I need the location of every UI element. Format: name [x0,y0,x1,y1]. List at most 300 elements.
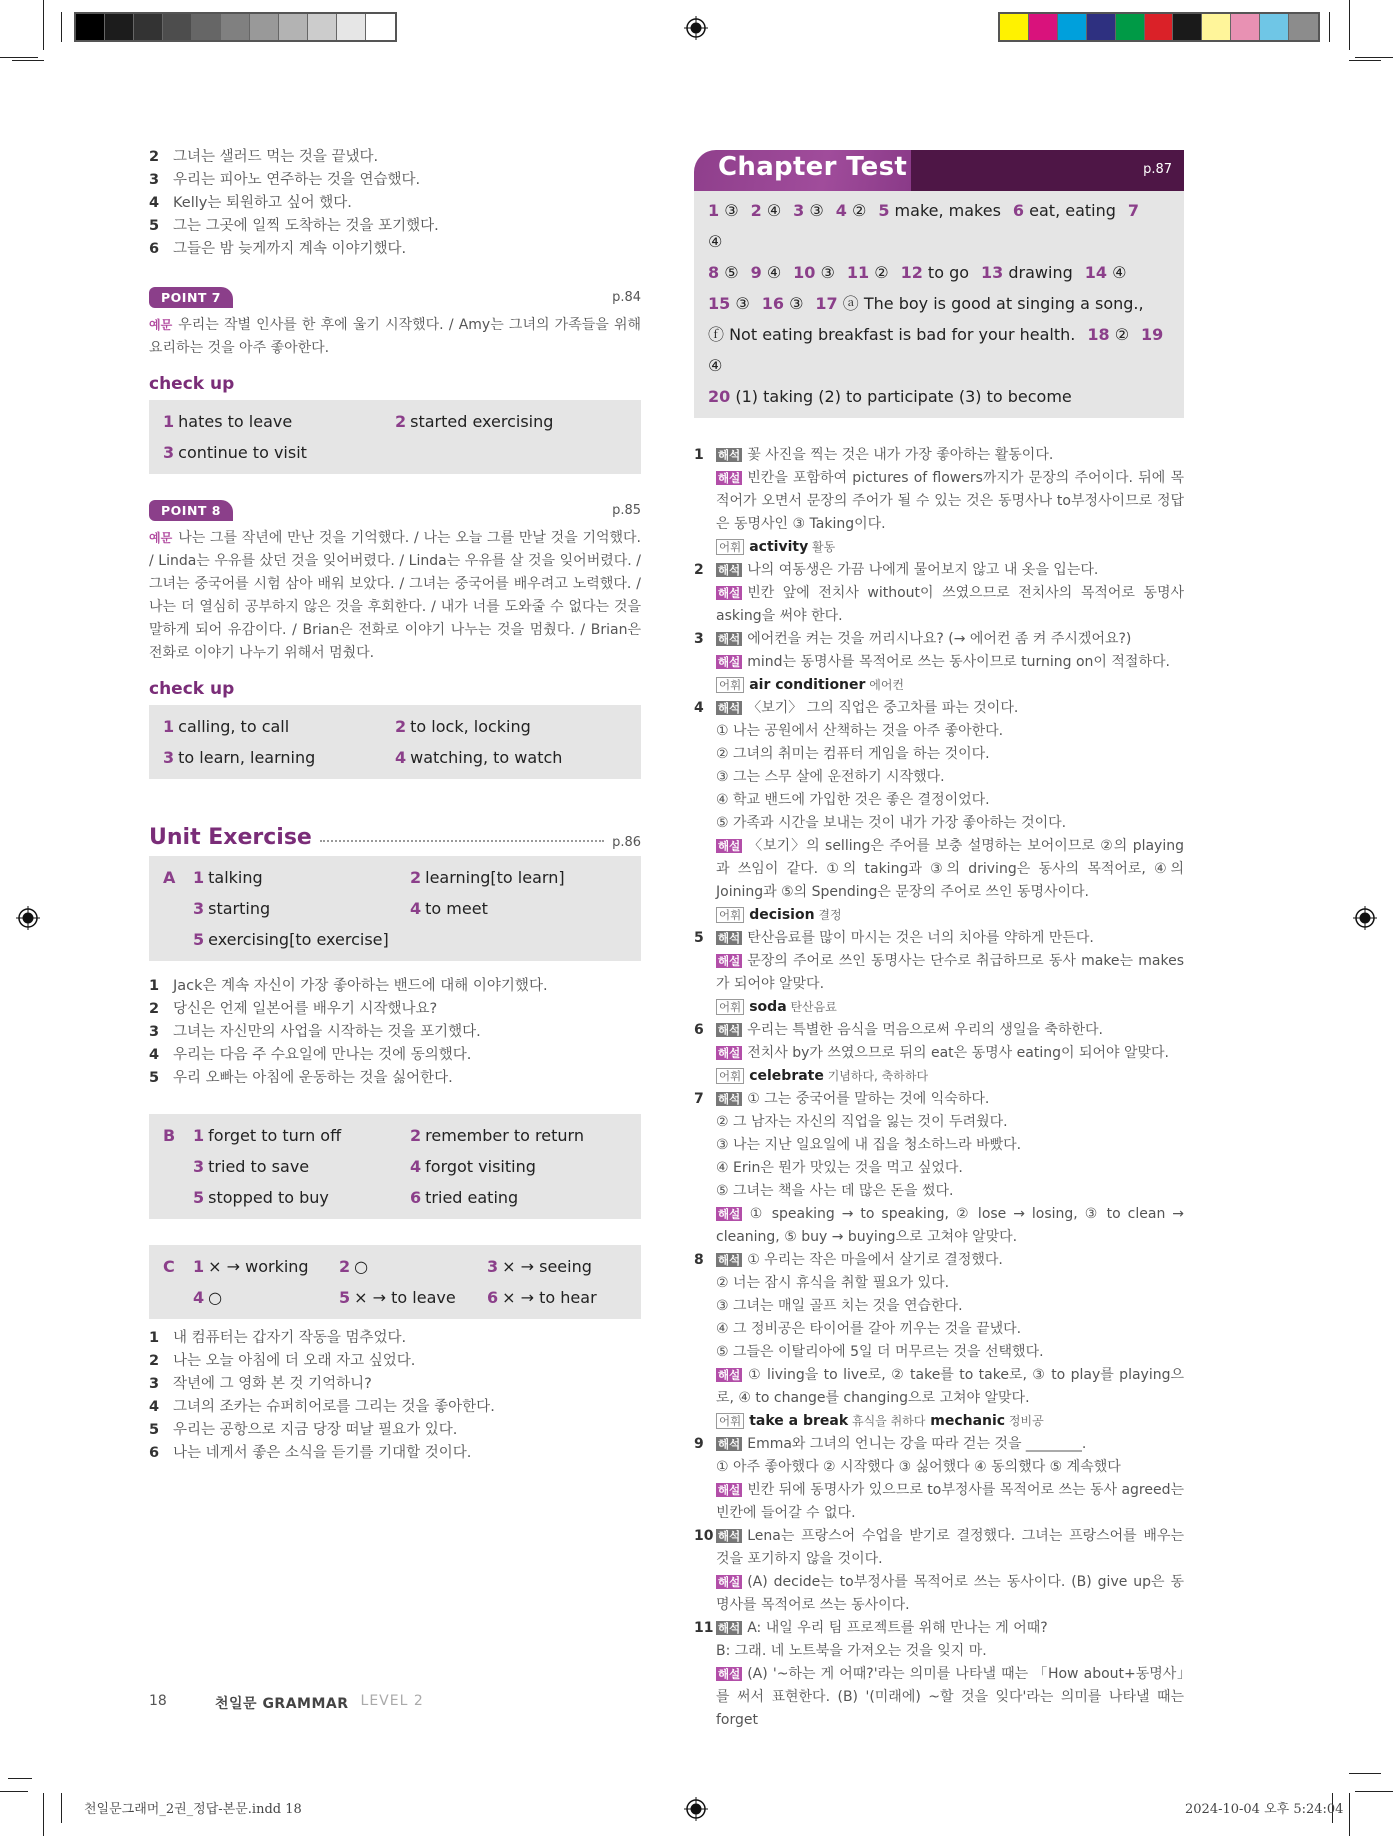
explanation-line [716,582,1184,628]
explanation-line [716,1433,1184,1456]
explanation-line [716,1180,1184,1203]
explanation-line [716,697,1184,720]
color-swatch [1231,14,1260,40]
answer-text: exercising[to exercise] [208,930,389,949]
vocab-meaning: 휴식을 취하다 [848,1414,926,1428]
translation-label: 해석 [718,1253,741,1267]
answer-number: 2 [339,1257,351,1276]
answer-number: 14 [1084,263,1108,282]
line-text: 빈칸을 포함하여 pictures of flowers까지가 문장의 주어이다. 뒤에 목적어가 오면서 문장의 주어가 될 수 있는 것은 동명사나 to부정사이므로 정답은 동명사인 ③ Taking이다. [716,470,1184,532]
explanation-line [716,444,1184,467]
line-text: ④ 그 정비공은 타이어를 갈아 끼우는 것을 끝냈다. [716,1321,1022,1337]
list-item [149,975,641,998]
answer-text: ④ [708,356,723,375]
gray-calibration-bar [74,12,397,42]
answer-row [163,742,627,773]
item-number: 3 [149,172,160,188]
answer-text: ⓐ The boy is good at singing a song., [842,294,1144,313]
answer-text: ③ [724,201,739,220]
explanation-line [716,789,1184,812]
vocab-word: decision [749,907,815,923]
explanation-line [716,1525,1184,1571]
answer-item [901,263,969,282]
answer-number: 3 [793,201,805,220]
answer-cell [193,862,410,893]
answer-cell [163,711,395,742]
line-text: ④ Erin은 뭔가 맛있는 것을 먹고 싶었다. [716,1160,963,1176]
item-number: 5 [149,1070,160,1086]
crop-mark [1349,0,1350,50]
registration-mark-icon [684,1797,708,1821]
example-tag: 예문 [149,531,173,545]
item-text: Jack은 계속 자신이 가장 좋아하는 밴드에 대해 이야기했다. [173,978,548,994]
item-text: 당신은 언제 일본어를 배우기 시작했나요? [173,1001,438,1017]
explanation-line [716,1571,1184,1617]
question-number: 11 [694,1620,714,1636]
checkup-title: check up [149,679,235,699]
section-letter [163,1282,193,1313]
item-number: 1 [149,978,160,994]
point7-badge: POINT 7 [149,287,233,308]
explanation-line [716,904,1184,927]
line-text: ① 우리는 작은 마을에서 살기로 결정했다. [747,1252,1003,1268]
explanation-line [716,1479,1184,1525]
answer-number: 5 [878,201,890,220]
answer-text: to go [927,263,970,282]
answer-text: ⓕ Not eating breakfast is bad for your health. [708,325,1076,344]
answer-cell [395,406,627,437]
item-number: 1 [149,1330,160,1346]
explanation-lines [716,1617,1184,1732]
explanation-line [716,835,1184,904]
item-text: 우리는 피아노 연주하는 것을 연습했다. [173,172,421,188]
answer-number: 15 [708,294,731,313]
translation-label: 해석 [718,1529,741,1543]
answer-cell [339,1282,487,1313]
item-text: 우리는 공항으로 지금 당장 떠날 필요가 있다. [173,1422,458,1438]
explanation-line [716,674,1184,697]
answer-row [163,924,627,955]
answer-text: stopped to buy [208,1188,329,1207]
exercise-a-translations [149,975,641,1090]
answer-cell [163,742,395,773]
page-number: 18 [149,1693,167,1709]
crop-mark [1349,1793,1350,1836]
page-reference: p.85 [612,503,641,518]
explanation-label: 해설 [718,1207,741,1221]
color-swatch [76,14,105,40]
item-number: 3 [149,1024,160,1040]
line-text: ② 너는 잠시 휴식을 취할 필요가 있다. [716,1275,950,1291]
translation-label: 해석 [718,701,741,715]
explanation-item [694,1525,1184,1617]
answer-number: 4 [395,748,407,767]
explanation-line [716,536,1184,559]
answer-text: tried to save [208,1157,310,1176]
registration-mark-icon [16,906,40,930]
list-item [149,1442,641,1465]
explanation-label: 해설 [718,1046,741,1060]
question-number: 2 [694,562,704,578]
answer-text: tried eating [425,1188,519,1207]
example-sentence: 예문 나는 그를 작년에 만난 것을 기억했다. / 나는 오늘 그를 만날 것을 기억했다. / Linda는 우유를 샀던 것을 잊어버렸다. / Linda는 우유를 살 것을 잊어버렸다. / 그녀는 중국어를 시험 삼아 배워 보았다. / 그녀는 중국어를 배우려고 노력했다. / 나는 더 열심히 공부하지 않은 것을 후회한다. / 내가 너를 도와줄 수 없다는 것을 말하게 되어 유감이다. / Brian은 전화로 이야기 나누는 것을 멈췄다. / Brian은 전화로 이야기 나누기 위해서 멈췄다. [149,530,641,661]
answer-cell [487,1282,627,1313]
book-brand: 천일문 GRAMMAR [215,1696,349,1712]
answer-number: 1 [708,201,720,220]
answer-item [793,263,835,282]
answer-text: ④ [766,263,782,282]
explanation-item [694,927,1184,1019]
answer-number: 3 [193,899,205,918]
item-number: 5 [149,218,160,234]
example-sentence: 예문 우리는 작별 인사를 한 후에 울기 시작했다. / Amy는 그녀의 가족들을 위해 요리하는 것을 아주 좋아한다. [149,317,641,356]
explanation-line [716,996,1184,1019]
explanation-lines [716,559,1184,628]
slug-filename: 천일문그래머_2권_정답-본문.indd 18 [84,1802,302,1817]
color-swatch [308,14,337,40]
line-text: 탄산음료를 많이 마시는 것은 너의 치아를 약하게 만든다. [747,930,1094,946]
explanation-line [716,950,1184,996]
answer-number: 1 [163,717,175,736]
checkup-answer-box [149,400,641,474]
vocab-meaning: 에어컨 [865,678,905,692]
translation-label: 해석 [718,448,741,462]
answer-item [708,201,739,220]
answer-number: 2 [395,717,407,736]
unit-exercise-header [149,825,641,850]
answer-item [762,294,804,313]
answer-text: watching, to watch [410,748,563,767]
answer-text: ③ [735,294,750,313]
color-swatch [221,14,250,40]
line-text: Lena는 프랑스어 수업을 받기로 결정했다. 그녀는 프랑스어를 배우는 것을 포기하지 않을 것이다. [716,1528,1184,1567]
page-reference: p.87 [911,150,1184,191]
color-swatch [279,14,308,40]
crop-mark [1329,12,1330,42]
color-swatch [1260,14,1289,40]
item-number: 6 [149,1445,160,1461]
item-number: 4 [149,1399,160,1415]
explanation-line [716,559,1184,582]
item-text: 작년에 그 영화 본 것 기억하니? [173,1376,372,1392]
answer-number: 11 [846,263,870,282]
section-letter: A [163,868,176,887]
explanation-item [694,444,1184,559]
vocab-meaning: 탄산음료 [786,1000,837,1014]
explanation-label: 해설 [718,1368,741,1382]
registration-mark-icon [1353,906,1377,930]
line-text: 전치사 by가 쓰였으므로 뒤의 eat은 동명사 eating이 되어야 알맞다. [747,1045,1169,1061]
list-item [149,169,641,192]
answer-row [163,1182,627,1213]
answer-cell [410,893,627,924]
explanations-list [694,444,1184,1732]
line-text: ① speaking → to speaking, ② lose → losing, ③ to clean → cleaning, ⑤ buy → buying으로 고쳐야 알맞다. [716,1206,1184,1245]
answer-number: 16 [761,294,784,313]
translation-label: 해석 [718,1023,741,1037]
explanation-line [716,720,1184,743]
color-swatch [134,14,163,40]
crop-mark [43,0,44,50]
answer-text: × → working [208,1257,309,1276]
explanation-line [716,927,1184,950]
answer-row [163,1120,627,1151]
vocab-label: 어휘 [716,999,744,1015]
answer-cell [193,1120,410,1151]
translation-label: 해석 [718,1437,741,1451]
crop-mark [61,12,62,42]
explanation-label: 해설 [718,655,741,669]
translation-label: 해석 [718,632,741,646]
line-text: ① living을 to live로, ② take를 to take로, ③ to play를 playing으로, ④ to change를 changing으로 고쳐야 알맞다. [716,1367,1184,1406]
answer-text: started exercising [410,412,554,431]
checkup-title: check up [149,374,235,394]
answer-row [163,893,627,924]
item-text: 그녀는 샐러드 먹는 것을 끝냈다. [173,149,379,165]
answer-item [836,201,867,220]
answer-item [1013,201,1116,220]
color-swatch [1202,14,1231,40]
item-number: 6 [149,241,160,257]
vocab-meaning: 정비공 [1005,1414,1044,1428]
line-text: 꽃 사진을 찍는 것은 내가 가장 좋아하는 활동이다. [747,447,1054,463]
crop-mark [1355,57,1393,58]
list-item [149,1044,641,1067]
answer-text: ② [874,263,889,282]
answer-number: 1 [193,1126,205,1145]
example-tag: 예문 [149,318,173,332]
answer-cell [395,711,627,742]
explanation-label: 해설 [718,1667,741,1681]
answer-number: 10 [793,263,816,282]
line-text: 〈보기〉 그의 직업은 중고차를 파는 것이다. [747,700,1019,716]
item-text: 그는 그곳에 일찍 도착하는 것을 포기했다. [173,218,439,234]
answer-text: continue to visit [178,443,307,462]
slug-timestamp: 2024-10-04 오후 5:24:04 [1185,1802,1344,1817]
crop-mark [1349,60,1381,61]
color-swatch [366,14,395,40]
item-text: 우리는 다음 주 수요일에 만나는 것에 동의했다. [173,1047,472,1063]
answer-number: 20 [708,387,731,406]
answer-number: 4 [410,1157,422,1176]
section-letter [163,893,193,924]
answer-cell [193,1182,410,1213]
answer-number: 2 [410,868,422,887]
question-number: 9 [694,1436,704,1452]
answer-text: forgot visiting [425,1157,536,1176]
answer-item [1085,263,1127,282]
explanation-line [716,1341,1184,1364]
translation-label: 해석 [718,563,741,577]
answer-text: ④ [708,232,723,251]
answer-number: 3 [487,1257,499,1276]
answer-number: 3 [163,443,175,462]
answer-number: 19 [1141,325,1164,344]
answer-item [708,294,750,313]
list-item [149,215,641,238]
explanation-lines [716,1088,1184,1249]
item-text: 우리 오빠는 아침에 운동하는 것을 싫어한다. [173,1070,453,1086]
line-text: ⑤ 그들은 이탈리아에 5일 더 머무르는 것을 선택했다. [716,1344,1044,1360]
crop-mark [61,1793,62,1823]
chapter-test-header [694,150,1184,191]
exercise-c-answers [149,1245,641,1319]
translation-label: 해석 [718,931,741,945]
line-text: 문장의 주어로 쓰인 동명사는 단수로 취급하므로 동사 make는 makes가 되어야 알맞다. [716,953,1184,992]
answer-text: ○ [208,1288,223,1307]
answer-cell [410,1120,627,1151]
list-item [149,1021,641,1044]
answer-row [163,711,627,742]
checkup-answer-box [149,705,641,779]
list-item [149,238,641,261]
point7-header [149,287,641,308]
section-letter [163,924,193,955]
answer-text: to lock, locking [410,717,531,736]
explanation-lines [716,1019,1184,1088]
answer-number: 17 [815,294,838,313]
item-text: Kelly는 퇴원하고 싶어 했다. [173,195,352,211]
list-item [149,192,641,215]
explanation-line [716,1157,1184,1180]
answer-text: ○ [354,1257,369,1276]
item-text: 그들은 밤 늦게까지 계속 이야기했다. [173,241,407,257]
list-item [149,1327,641,1350]
answer-text: (1) taking (2) to participate (3) to become [735,387,1072,406]
explanation-line [716,1617,1184,1640]
color-swatch [1289,14,1318,40]
line-text: mind는 동명사를 목적어로 쓰는 동사이므로 turning on이 적절하다. [747,654,1170,670]
book-level: LEVEL 2 [360,1693,424,1709]
answer-item [751,263,782,282]
crop-mark [8,1778,32,1779]
registration-mark-icon [684,16,708,40]
answer-number: 7 [1127,201,1140,220]
explanation-label: 해설 [718,1483,741,1497]
unit-exercise-section [149,825,641,1465]
line-text: 빈칸 앞에 전치사 without이 쓰였으므로 전치사의 목적어로 동명사 asking을 써야 한다. [716,585,1184,624]
explanation-label: 해설 [718,586,741,600]
color-swatch [1116,14,1145,40]
answer-line [708,195,1170,257]
explanation-lines [716,1433,1184,1525]
explanation-lines [716,444,1184,559]
vocab-label: 어휘 [716,677,744,693]
color-swatch [250,14,279,40]
explanation-line [716,1065,1184,1088]
answer-number: 13 [981,263,1004,282]
vocab-label: 어휘 [716,539,744,555]
answer-text: ④ [1112,263,1127,282]
color-swatch [1058,14,1087,40]
answer-cell [395,742,627,773]
answer-item [793,201,824,220]
color-swatch [1029,14,1058,40]
question-number: 6 [694,1022,704,1038]
color-swatch [1000,14,1029,40]
vocab-label: 어휘 [716,907,744,923]
point8-section [149,500,641,779]
explanation-lines [716,1525,1184,1617]
list-item [149,1067,641,1090]
explanation-label: 해설 [718,839,741,853]
item-number: 4 [149,1047,160,1063]
left-column [149,146,641,1465]
answer-cell [395,437,627,468]
color-calibration-bar [998,12,1320,42]
crop-mark [0,1791,28,1792]
question-number: 4 [694,700,704,716]
item-number: 3 [149,1376,160,1392]
explanation-item [694,697,1184,927]
answer-text: starting [208,899,271,918]
list-item [149,1350,641,1373]
exercise-c-translations [149,1327,641,1465]
vocab-label: 어휘 [716,1068,744,1084]
item-number: 5 [149,1422,160,1438]
answer-item [981,263,1073,282]
answer-number: 12 [900,263,923,282]
answer-text: ④ [766,201,782,220]
explanation-label: 해설 [718,954,741,968]
answer-cell [487,1251,627,1282]
section-letter: B [163,1126,176,1145]
answer-text: ⑤ [724,263,739,282]
line-text: ⑤ 가족과 시간을 보내는 것이 내가 가장 좋아하는 것이다. [716,815,1067,831]
line-text: ④ 학교 밴드에 가입한 것은 좋은 결정이었다. [716,792,990,808]
answer-number: 6 [487,1288,499,1307]
explanation-line [716,1134,1184,1157]
explanation-line [716,628,1184,651]
answer-cell [193,893,410,924]
answer-number: 8 [708,263,720,282]
page-footer [149,1693,424,1713]
explanation-lines [716,1249,1184,1433]
explanation-lines [716,927,1184,1019]
explanation-line [716,1249,1184,1272]
item-number: 4 [149,195,160,211]
answer-number: 3 [193,1157,205,1176]
answer-text: × → to leave [354,1288,456,1307]
unit-exercise-title: Unit Exercise [149,825,312,850]
answer-text: remember to return [425,1126,584,1145]
explanation-line [716,1111,1184,1134]
explanation-line [716,766,1184,789]
answer-text: ③ [820,263,835,282]
explanation-line [716,467,1184,536]
item-number: 2 [149,1353,160,1369]
line-text: ③ 나는 지난 일요일에 내 집을 청소하느라 바빴다. [716,1137,1022,1153]
answer-cell [163,406,395,437]
crop-mark [1355,1791,1393,1792]
answer-text: × → to hear [502,1288,597,1307]
line-text: B: 그래. 네 노트북을 가져오는 것을 잊지 마. [716,1643,987,1659]
answer-text: learning[to learn] [425,868,565,887]
answer-row [163,862,627,893]
answer-number: 5 [193,1188,205,1207]
crop-mark [1349,1773,1381,1774]
answer-text: ② [851,201,867,220]
vocab-word: air conditioner [749,677,866,693]
answer-number: 4 [410,899,422,918]
answer-text: to learn, learning [178,748,316,767]
exercise-a-answers [149,856,641,961]
explanation-line [716,651,1184,674]
explanation-item [694,628,1184,697]
answer-number: 4 [835,201,847,220]
translation-list [149,146,641,261]
answer-number: 2 [750,201,762,220]
